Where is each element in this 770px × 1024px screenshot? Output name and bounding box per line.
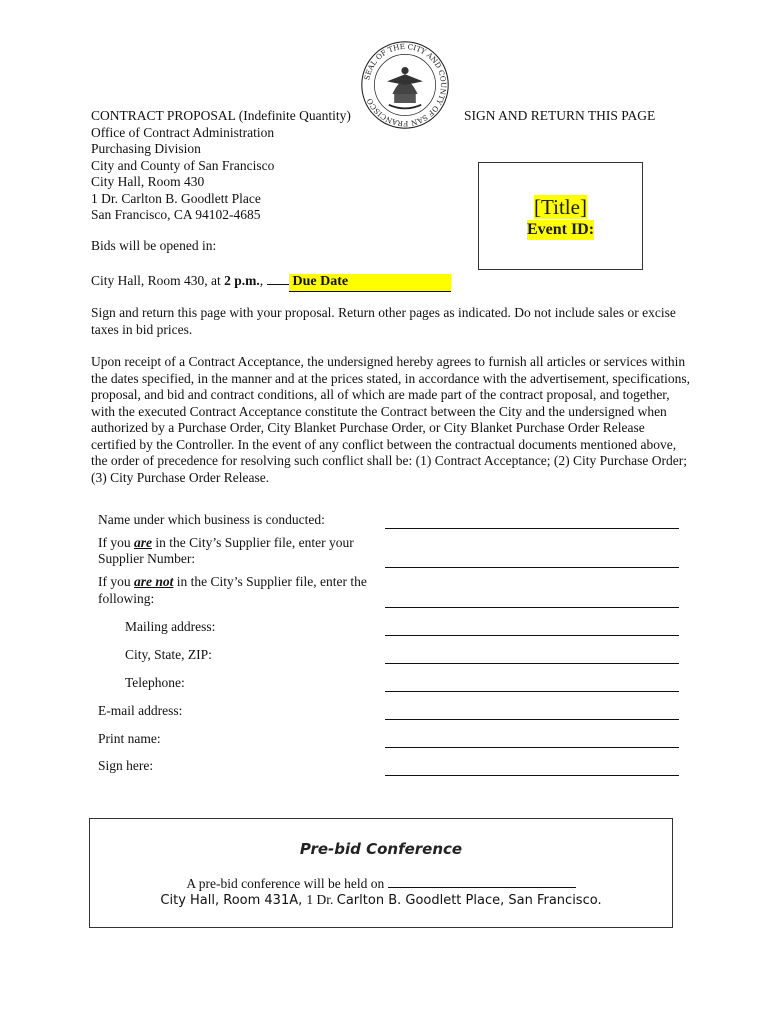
supplier-not-rest: in the City’s Supplier file, enter the (173, 574, 367, 589)
bid-time: 2 p.m. (224, 273, 260, 288)
prebid-conference-box (89, 818, 673, 928)
prebid-date-field[interactable] (388, 875, 576, 888)
prebid-location-line (90, 892, 672, 910)
title-event-box (478, 162, 643, 270)
following-label: following: (98, 591, 155, 606)
prebid-location-b: 1 Dr. (306, 892, 337, 907)
business-name-field[interactable] (385, 528, 679, 529)
are-not-emphasis: are not (134, 574, 174, 589)
bid-opening-line (91, 272, 451, 292)
bid-location-text: City Hall, Room 430, at (91, 273, 225, 288)
sign-here-label: Sign here: (98, 758, 154, 773)
telephone-label: Telephone: (125, 675, 185, 690)
room-line: City Hall, Room 430 (91, 174, 205, 189)
event-id-label[interactable]: Event ID: (526, 221, 595, 238)
are-emphasis: are (134, 535, 152, 550)
supplier-not-label (98, 574, 367, 591)
supplier-number-label: Supplier Number: (98, 551, 196, 566)
city-state-zip-label: City, State, ZIP: (125, 647, 212, 662)
contract-proposal-heading: CONTRACT PROPOSAL (Indefinite Quantity) (91, 108, 351, 123)
title-placeholder[interactable]: [Title] (534, 195, 587, 219)
prebid-held-on-text: A pre-bid conference will be held on (186, 876, 388, 891)
bids-opened-label: Bids will be opened in: (91, 238, 217, 253)
city-zip-line: San Francisco, CA 94102-4685 (91, 207, 261, 222)
division-name: Purchasing Division (91, 141, 201, 156)
city-county-name: City and County of San Francisco (91, 157, 275, 173)
if-you-text: If you (98, 535, 134, 550)
mailing-address-field[interactable] (385, 635, 679, 636)
sign-return-notice: SIGN AND RETURN THIS PAGE (464, 108, 656, 123)
business-name-label: Name under which business is conducted: (98, 512, 325, 527)
supplier-number-field[interactable] (385, 567, 679, 568)
following-field[interactable] (385, 607, 679, 608)
street-line: 1 Dr. Carlton B. Goodlett Place (91, 190, 261, 206)
mailing-address-label: Mailing address: (125, 619, 216, 634)
prebid-conference-title: Pre-bid Conference (299, 840, 463, 858)
supplier-are-label (98, 535, 354, 552)
telephone-field[interactable] (385, 691, 679, 692)
city-state-zip-field[interactable] (385, 663, 679, 664)
svg-text:SEAL OF THE CITY AND COUNTY OF: SEAL OF THE CITY AND COUNTY OF SAN FRANCISCO (362, 41, 449, 129)
prebid-location-a: City Hall, Room 431A, (160, 893, 307, 908)
print-name-field[interactable] (385, 747, 679, 748)
prebid-date-line (90, 875, 672, 893)
email-label: E-mail address: (98, 703, 183, 718)
supplier-are-rest: in the City’s Supplier file, enter your (152, 535, 354, 550)
office-name: Office of Contract Administration (91, 124, 275, 140)
email-field[interactable] (385, 719, 679, 720)
signature-field[interactable] (385, 775, 679, 776)
bid-comma: , (259, 273, 264, 288)
issuer-address-block (91, 108, 351, 224)
print-name-label: Print name: (98, 731, 161, 746)
instructions-paragraph: Sign and return this page with your proposal. Return other pages as indicated. Do not include sales or excise taxes in bid prices. (91, 305, 676, 337)
due-date-field[interactable]: Due Date (289, 274, 451, 292)
if-you-text-2: If you (98, 574, 134, 589)
city-seal-logo (360, 40, 450, 130)
due-date-leader-line (267, 272, 289, 285)
prebid-location-c: Carlton B. Goodlett Place, San Francisco. (336, 893, 602, 908)
acceptance-paragraph: Upon receipt of a Contract Acceptance, the undersigned hereby agrees to furnish all articles or services within the dates specified, in the manner and at the prices stated, in accordance with the advertisement, specifications, proposal, and bid and contract conditions, all of which are made part of the contract proposal, and together, with the executed Contract Acceptance constitute the Contract between the City and the undersigned when authorized by a Purchase Order, City Blanket Purchase Order, or City Blanket Purchase Order Release certified by the Controller. In the event of any conflict between the contractual documents mentioned above, the order of precedence for resolving such conflict shall be: (1) Contract Acceptance; (2) City Purchase Order; (3) City Purchase Order Release. (91, 354, 691, 485)
